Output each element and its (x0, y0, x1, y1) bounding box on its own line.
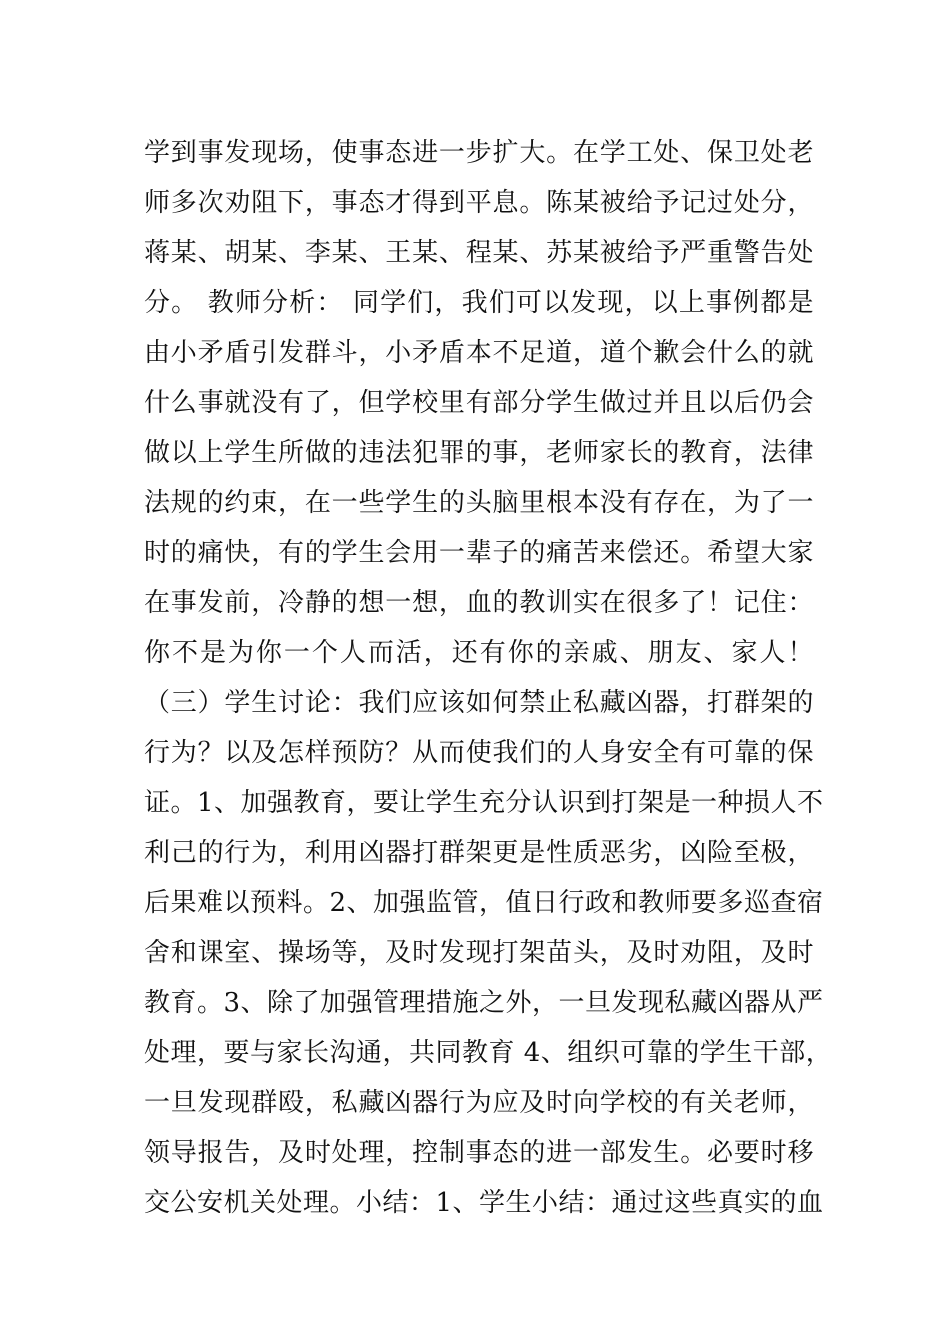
text-line-1: 学到事发现场，使事态进一步扩大。在学工处、保卫处老 (144, 138, 814, 168)
text-line-8: 法规的约束，在一些学生的头脑里根本没有存在，为了一 (144, 488, 814, 518)
text-line-13: 行为？以及怎样预防？从而使我们的人身安全有可靠的保 (144, 738, 814, 768)
text-line-11: 你不是为你一个人而活，还有你的亲戚、朋友、家人！ (144, 638, 814, 668)
text-line-2: 师多次劝阻下，事态才得到平息。陈某被给予记过处分， (144, 188, 814, 218)
text-line-12: （三）学生讨论：我们应该如何禁止私藏凶器，打群架的 (144, 688, 814, 718)
body-text (144, 128, 833, 1228)
text-line-9: 时的痛快，有的学生会用一辈子的痛苦来偿还。希望大家 (144, 538, 814, 568)
text-line-19: 处理，要与家长沟通，共同教育 4、组织可靠的学生干部， (144, 1038, 833, 1068)
text-line-5: 由小矛盾引发群斗，小矛盾本不足道，道个歉会什么的就 (144, 338, 814, 368)
text-line-3: 蒋某、胡某、李某、王某、程某、苏某被给予严重警告处 (144, 238, 814, 268)
text-line-4: 分。 教师分析： 同学们，我们可以发现，以上事例都是 (144, 288, 814, 318)
text-line-15: 利己的行为，利用凶器打群架更是性质恶劣，凶险至极， (144, 838, 814, 868)
text-line-21: 领导报告，及时处理，控制事态的进一部发生。必要时移 (144, 1138, 814, 1168)
text-line-14: 证。1、加强教育，要让学生充分认识到打架是一种损人不 (144, 788, 824, 818)
text-line-18: 教育。3、除了加强管理措施之外，一旦发现私藏凶器从严 (144, 988, 824, 1018)
text-line-10: 在事发前，冷静的想一想，血的教训实在很多了！记住： (144, 588, 814, 618)
text-line-6: 什么事就没有了，但学校里有部分学生做过并且以后仍会 (144, 388, 814, 418)
text-line-17: 舍和课室、操场等，及时发现打架苗头，及时劝阻，及时 (144, 938, 814, 968)
text-line-16: 后果难以预料。2、加强监管，值日行政和教师要多巡查宿 (144, 888, 824, 918)
text-line-22: 交公安机关处理。小结：1、学生小结：通过这些真实的血 (144, 1188, 824, 1218)
text-line-7: 做以上学生所做的违法犯罪的事，老师家长的教育，法律 (144, 438, 814, 468)
text-line-20: 一旦发现群殴，私藏凶器行为应及时向学校的有关老师， (144, 1088, 814, 1118)
